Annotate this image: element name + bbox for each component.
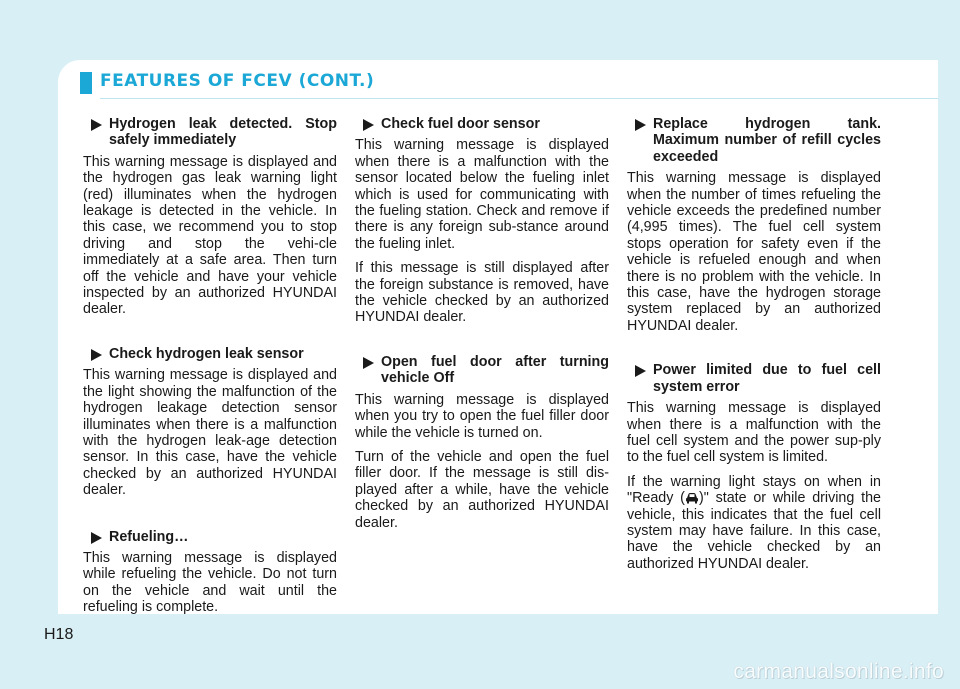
ready-car-icon bbox=[685, 492, 699, 504]
paragraph: This warning message is displayed when there is a malfunction with the fuel cell system and the power sup-ply to the fuel cell system is limited. bbox=[627, 400, 881, 466]
heading-check-fuel-door-sensor bbox=[355, 116, 609, 132]
paragraph: This warning message is displayed when there is a malfunction with the sensor located below the fueling inlet which is used for communicating with the fueling station. Check and remove if there is any foreign sub-stance around the fueling inlet. bbox=[355, 137, 609, 252]
triangle-bullet-icon bbox=[91, 532, 102, 544]
column-2 bbox=[355, 116, 609, 539]
paragraph-text-before-icon: If the warning light stays on when in "Ready ( bbox=[627, 473, 881, 507]
heading-text: Hydrogen leak detected. Stop safely immediately bbox=[109, 116, 337, 149]
paragraph: This warning message is displayed and the light showing the malfunction of the hydrogen leakage detection sensor illuminates when there is a malfunction with the hydrogen leak-age detection sensor. In this case, have the vehicle checked by an authorized HYUNDAI dealer. bbox=[83, 367, 337, 499]
heading-open-fuel-door bbox=[355, 354, 609, 387]
column-1 bbox=[83, 116, 337, 624]
triangle-bullet-icon bbox=[91, 349, 102, 361]
triangle-bullet-icon bbox=[635, 119, 646, 131]
heading-text: Check hydrogen leak sensor bbox=[109, 345, 304, 362]
paragraph-ready-state bbox=[627, 474, 881, 572]
triangle-bullet-icon bbox=[91, 119, 102, 131]
heading-hydrogen-leak-detected bbox=[83, 116, 337, 149]
heading-replace-hydrogen-tank bbox=[627, 116, 881, 165]
spacer bbox=[83, 507, 337, 529]
heading-text: Check fuel door sensor bbox=[381, 116, 540, 132]
spacer bbox=[83, 326, 337, 346]
triangle-bullet-icon bbox=[363, 357, 374, 369]
spacer bbox=[355, 334, 609, 354]
section-title: FEATURES OF FCEV (CONT.) bbox=[100, 71, 375, 91]
heading-text: Refueling… bbox=[109, 528, 189, 545]
paragraph: This warning message is displayed and the hydrogen gas leak warning light (red) illuminates when the hydrogen leakage is detected in the vehicle. In this case, we recommend you to stop driving and stop the vehi-cle immediately at a safe area. Then turn off the vehicle and have your vehicle inspected by an authorized HYUNDAI dealer. bbox=[83, 153, 337, 318]
paragraph: Turn of the vehicle and open the fuel filler door. If the message is still dis-played after a while, have the vehicle checked by an authorized HYUNDAI dealer. bbox=[355, 448, 609, 531]
paragraph: This warning message is displayed while refueling the vehicle. Do not turn on the vehicle and wait until the refueling is complete. bbox=[83, 549, 337, 616]
paragraph-text-after-icon: )" state or while driving the vehicle, this indicates that the fuel cell system may have failure. In this case, have the vehicle checked by an authorized HYUNDAI dealer. bbox=[627, 490, 881, 572]
heading-power-limited bbox=[627, 362, 881, 395]
paragraph: This warning message is displayed when you try to open the fuel filler door while the vehicle is turned on. bbox=[355, 391, 609, 441]
triangle-bullet-icon bbox=[363, 119, 374, 131]
column-3 bbox=[627, 116, 881, 580]
page-number: H18 bbox=[44, 626, 74, 643]
watermark: carmanualsonline.info bbox=[733, 660, 944, 683]
heading-text: Power limited due to fuel cell system error bbox=[653, 362, 881, 395]
title-divider bbox=[100, 98, 938, 99]
triangle-bullet-icon bbox=[635, 365, 646, 377]
heading-text: Replace hydrogen tank. Maximum number of refill cycles exceeded bbox=[653, 116, 881, 165]
section-title-marker bbox=[80, 72, 92, 94]
paragraph: If this message is still displayed after the foreign substance is removed, have the vehicle checked by an authorized HYUNDAI dealer. bbox=[355, 260, 609, 326]
heading-check-hydrogen-leak-sensor bbox=[83, 346, 337, 362]
paragraph: This warning message is displayed when the number of times refueling the vehicle exceeds the predefined number (4,995 times). The fuel cell system stops operation for safety even if the vehicle is refueled enough and when there is no problem with the vehicle. In this case, have the hydrogen storage system replaced by an authorized HYUNDAI dealer. bbox=[627, 170, 881, 334]
spacer bbox=[627, 342, 881, 362]
heading-text: Open fuel door after turning vehicle Off bbox=[381, 353, 609, 387]
heading-refueling bbox=[83, 529, 337, 545]
